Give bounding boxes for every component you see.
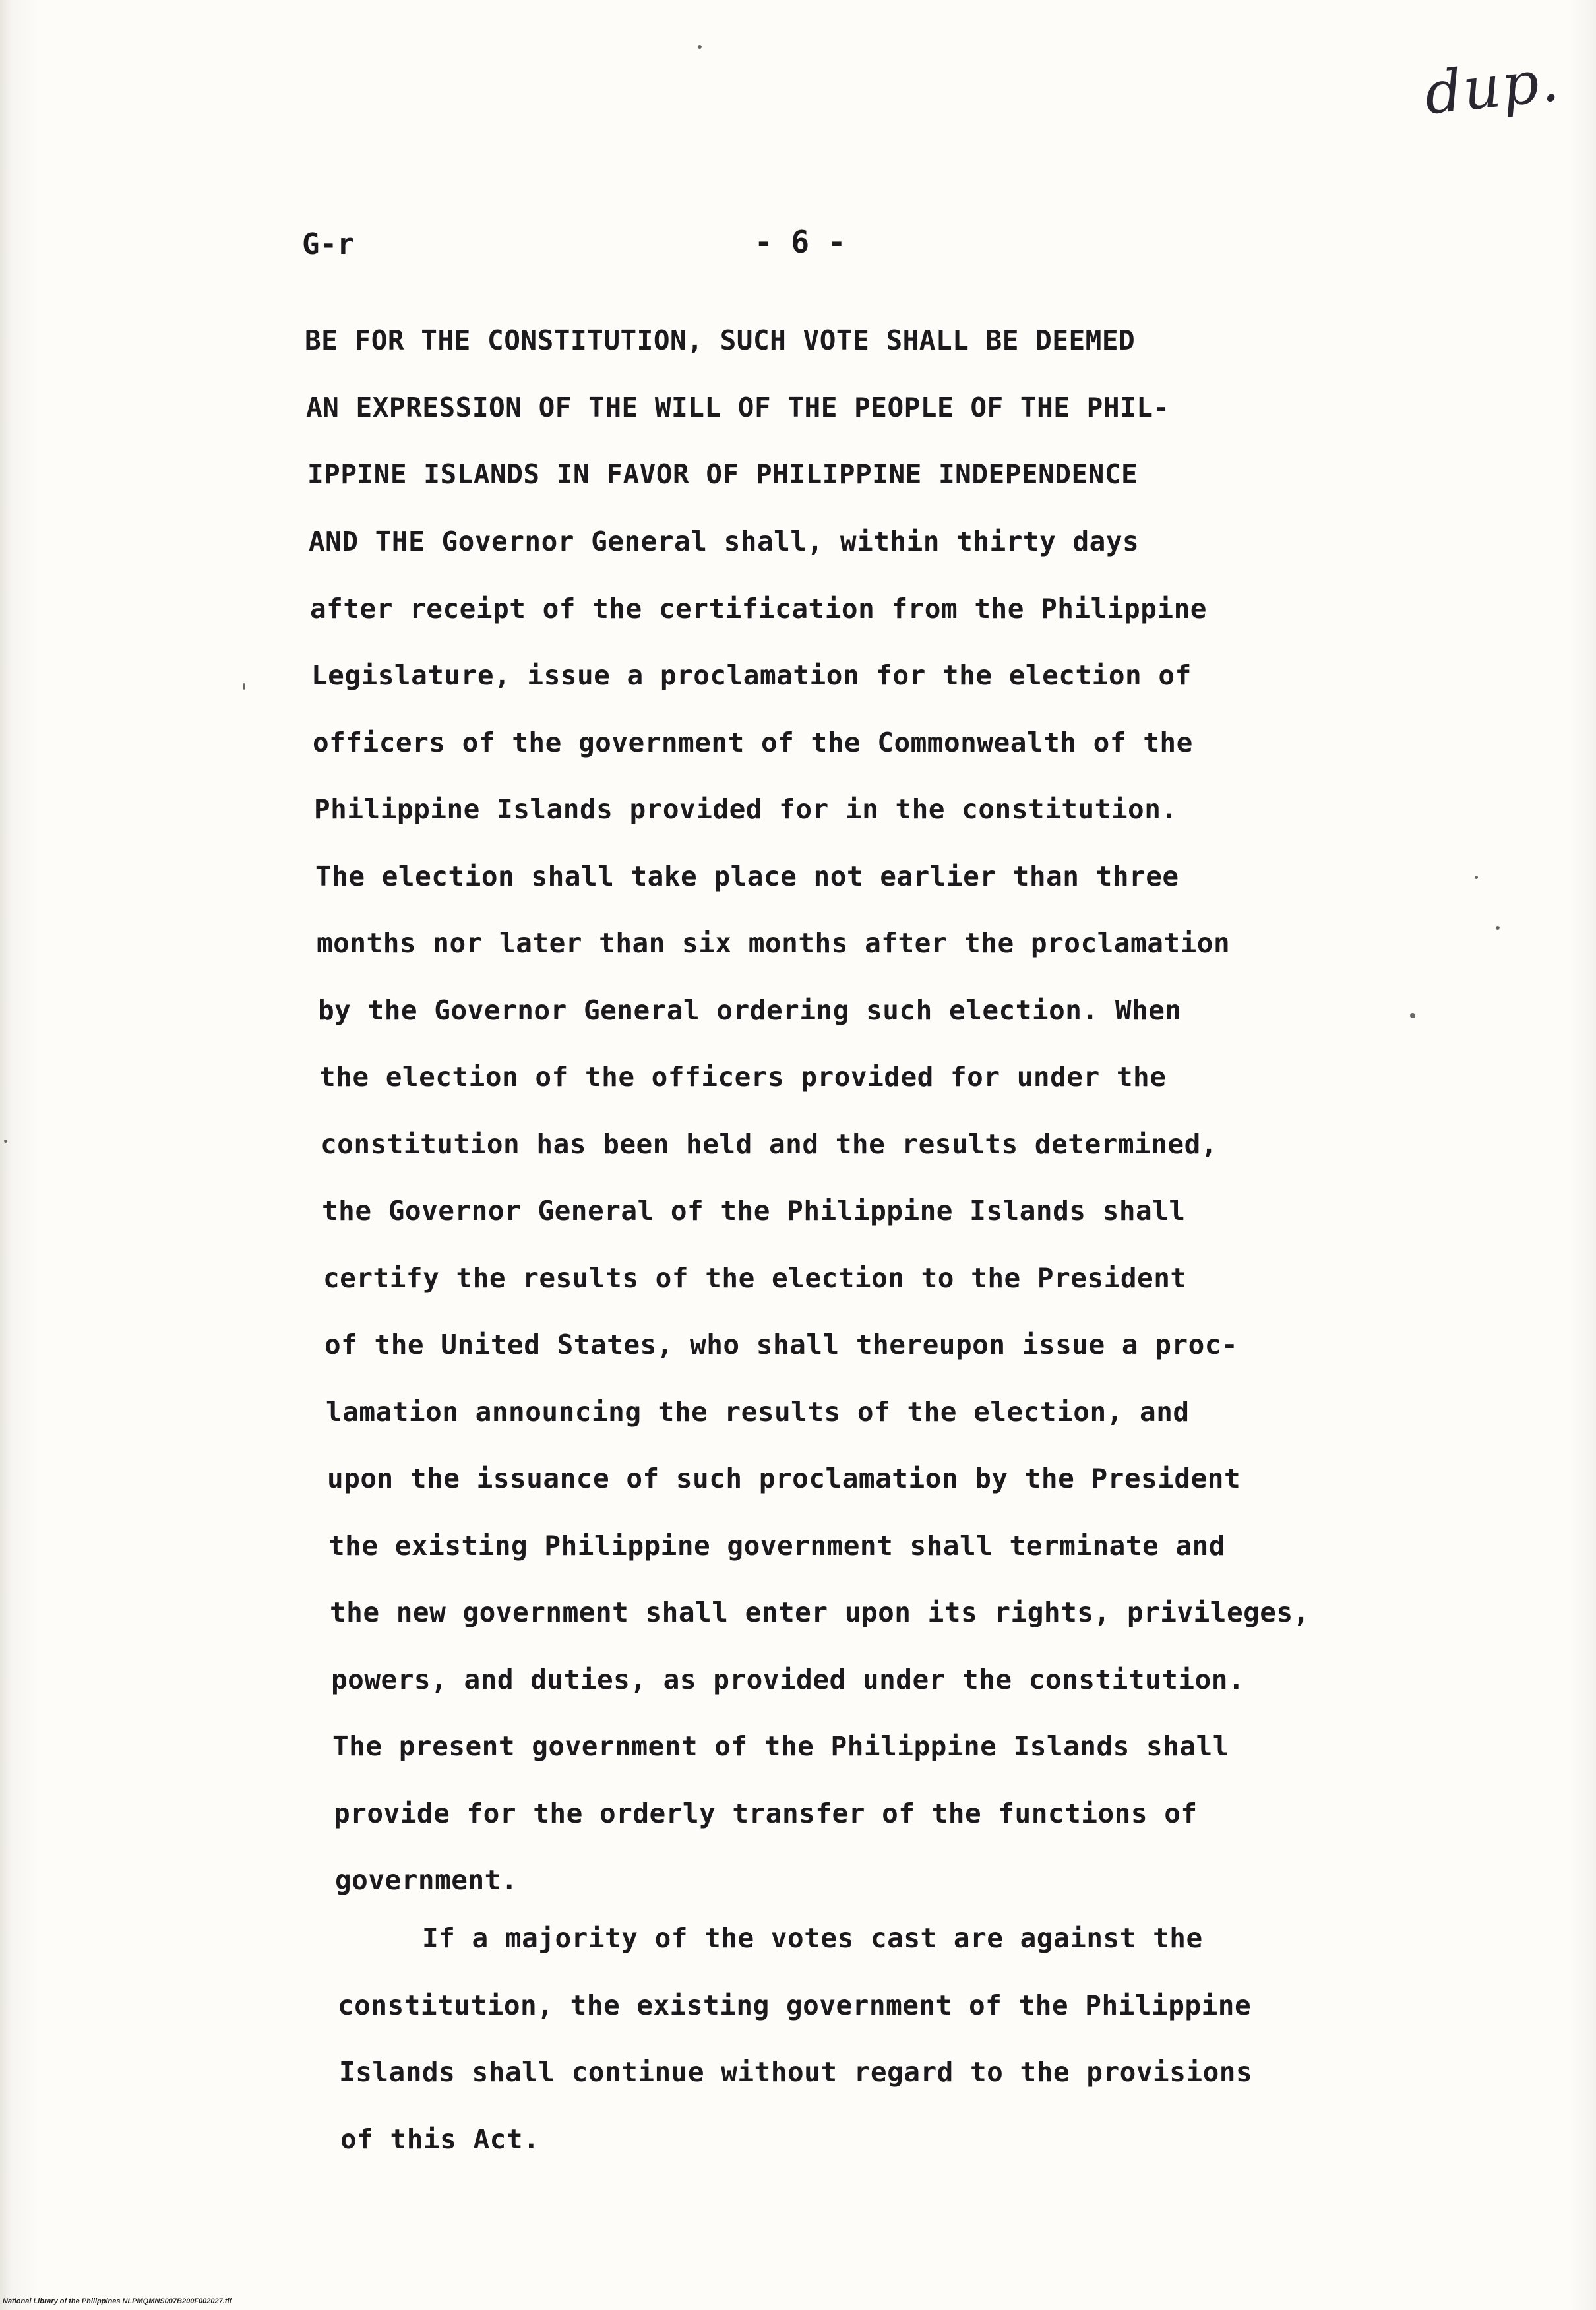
text-line: Islands shall continue without regard to the provisions [339,2056,1253,2088]
text-line: officers of the government of the Commonwealth of the [313,727,1193,758]
scan-speck [1410,1013,1415,1018]
scan-speck [1475,876,1478,879]
text-line: The election shall take place not earlier than three [315,861,1179,892]
text-line: the existing Philippine government shall terminate and [328,1530,1225,1562]
text-line: upon the issuance of such proclamation by the President [327,1463,1241,1494]
text-line: BE FOR THE CONSTITUTION, SUCH VOTE SHALL BE DEEMED [305,324,1136,356]
text-line: powers, and duties, as provided under the constitution. [331,1664,1245,1695]
scan-speck [4,1140,7,1143]
text-line: The present government of the Philippine Islands shall [332,1730,1229,1762]
text-line: If a majority of the votes cast are against the [422,1922,1203,1954]
page-number: - 6 - [754,224,846,260]
archive-source-line: National Library of the Philippines NLPMQMNS007B200F002027.tif [3,2297,232,2305]
text-line: lamation announcing the results of the election, and [326,1396,1190,1428]
text-line: the new government shall enter upon its rights, privileges, [330,1596,1310,1628]
text-line: certify the results of the election to the President [323,1262,1187,1294]
text-line: after receipt of the certification from the Philippine [310,593,1207,624]
text-line: IPPINE ISLANDS IN FAVOR OF PHILIPPINE INDEPENDENCE [307,458,1138,490]
scan-speck [698,45,702,49]
handwritten-annotation: dup. [1421,46,1564,128]
text-line: Legislature, issue a proclamation for the election of [311,659,1192,691]
text-line: government. [335,1864,518,1896]
text-line: AN EXPRESSION OF THE WILL OF THE PEOPLE OF THE PHIL- [306,392,1170,423]
text-line: Philippine Islands provided for in the constitution. [314,793,1178,825]
scan-speck [1496,926,1500,930]
text-line: constitution, the existing government of the Philippine [338,1990,1252,2021]
text-line: AND THE Governor General shall, within thirty days [309,526,1140,557]
scan-speck [243,683,245,690]
document-code: G-r [302,228,355,261]
text-line: provide for the orderly transfer of the functions of [334,1798,1198,1829]
text-line: the Governor General of the Philippine Islands shall [322,1195,1186,1227]
text-line: of the United States, who shall thereupon issue a proc- [324,1329,1239,1360]
text-line: months nor later than six months after the proclamation [317,927,1231,959]
text-line: constitution has been held and the results determined, [321,1128,1217,1160]
text-line: the election of the officers provided for under the [319,1061,1167,1093]
text-line: of this Act. [340,2123,540,2155]
text-line: by the Governor General ordering such election. When [318,994,1182,1026]
